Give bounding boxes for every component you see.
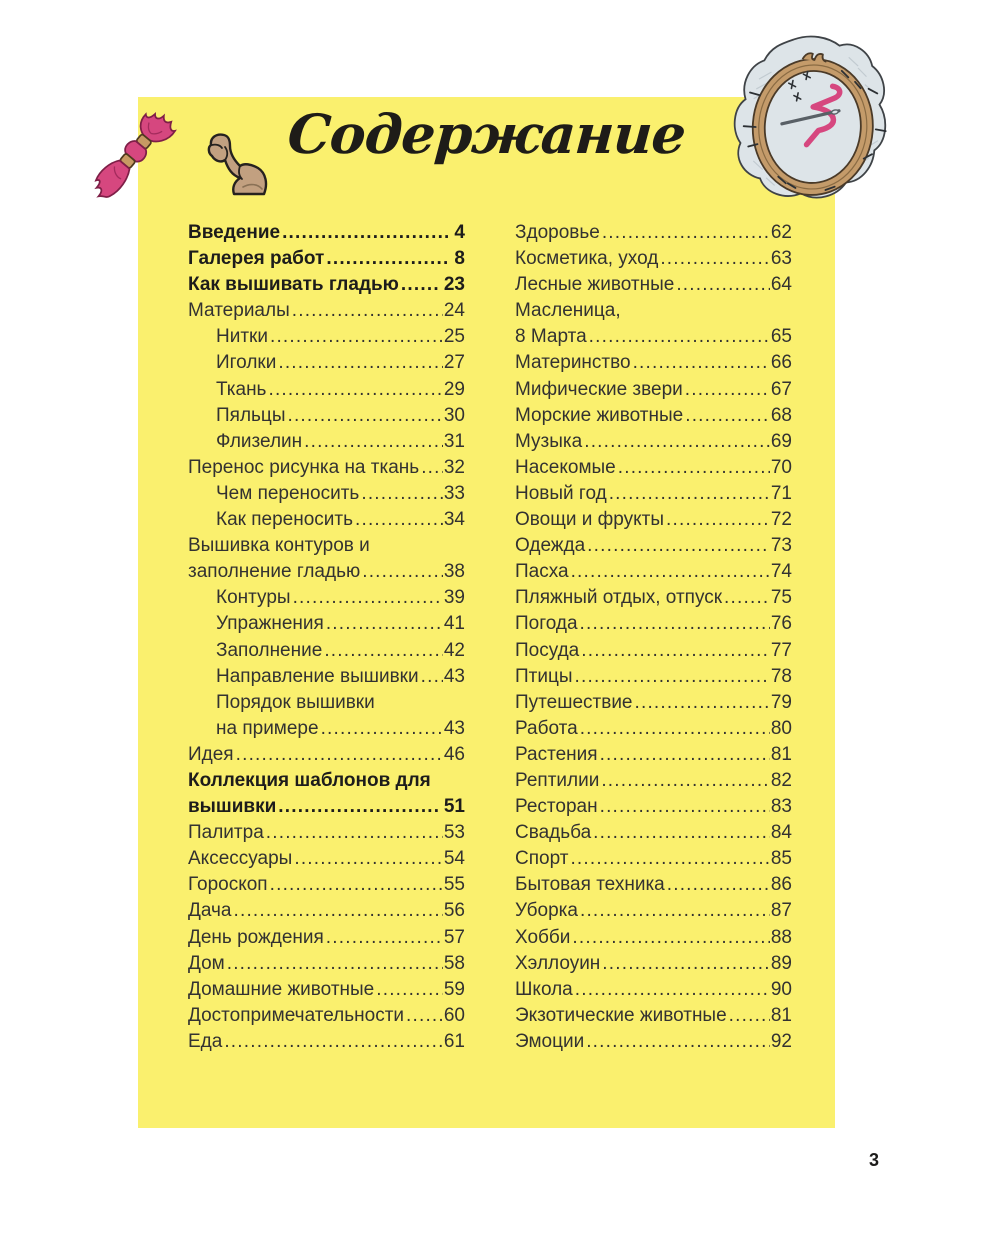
dot-leader xyxy=(324,638,443,664)
toc-entry xyxy=(188,324,465,350)
toc-entry-label: Порядок вышивки xyxy=(216,691,375,713)
toc-entry-label: Коллекция шаблонов для xyxy=(188,769,431,791)
toc-entry xyxy=(515,403,792,429)
dot-leader xyxy=(724,585,770,611)
toc-entry-page: 87 xyxy=(770,900,792,922)
toc-entry xyxy=(188,455,465,481)
toc-entry-label: Дом xyxy=(188,952,225,974)
toc-entry-page: 39 xyxy=(443,587,465,609)
toc-entry-label: Косметика, уход xyxy=(515,248,659,270)
toc-entry-label: Аксессуары xyxy=(188,848,293,870)
toc-entry xyxy=(515,925,792,951)
toc-entry-label: Перенос рисунка на ткань xyxy=(188,456,420,478)
dot-leader xyxy=(287,403,442,429)
toc-entry-page: 92 xyxy=(770,1030,792,1052)
toc-entry xyxy=(188,690,465,716)
toc-entry-label: День рождения xyxy=(188,926,324,948)
toc-entry-label: Здоровье xyxy=(515,222,600,243)
toc-entry-page: 73 xyxy=(770,535,792,557)
toc-entry xyxy=(515,559,792,585)
toc-entry-label: вышивки xyxy=(188,796,277,818)
toc-entry-label: Масленица, xyxy=(515,300,621,322)
toc-entry-label: на примере xyxy=(216,717,319,739)
toc-entry xyxy=(515,533,792,559)
page-number: 3 xyxy=(868,1150,879,1170)
toc-entry xyxy=(188,872,465,898)
dot-leader xyxy=(361,481,443,507)
toc-entry-page: 88 xyxy=(770,926,792,948)
dot-leader xyxy=(376,977,443,1003)
toc-entry xyxy=(515,350,792,376)
toc-entry-label: Иголки xyxy=(216,352,277,374)
toc-entry xyxy=(515,272,792,298)
toc-entry-label: Хэллоуин xyxy=(515,952,601,974)
toc-entry-page: 64 xyxy=(770,274,792,296)
toc-entry-page: 56 xyxy=(443,900,465,922)
dot-leader xyxy=(633,350,770,376)
toc-entry-label: Посуда xyxy=(515,639,580,661)
dot-leader xyxy=(362,559,443,585)
toc-entry-label: Мифические звери xyxy=(515,378,683,400)
toc-entry-label: Введение xyxy=(188,222,281,243)
toc-entry-page: 32 xyxy=(443,456,465,478)
dot-leader xyxy=(421,664,443,690)
toc-entry-page: 63 xyxy=(770,248,792,270)
toc-entry-label: Путешествие xyxy=(515,691,633,713)
toc-entry-page: 27 xyxy=(443,352,465,374)
dot-leader xyxy=(580,716,770,742)
dot-leader xyxy=(278,350,443,376)
toc-entry-label: Материалы xyxy=(188,300,290,322)
dot-leader xyxy=(660,246,770,272)
toc-entry xyxy=(515,246,792,272)
toc-entry-label: Домашние животные xyxy=(188,978,375,1000)
toc-entry-page: 8 xyxy=(454,248,465,270)
toc-entry-label: Дача xyxy=(188,900,232,922)
toc-entry-page: 89 xyxy=(770,952,792,974)
dot-leader xyxy=(584,429,770,455)
dot-leader xyxy=(587,533,770,559)
toc-entry xyxy=(515,611,792,637)
dot-leader xyxy=(580,611,770,637)
dot-leader xyxy=(304,429,443,455)
toc-right-column xyxy=(515,220,792,1055)
toc-entry-page: 61 xyxy=(443,1030,465,1052)
toc-entry-page: 31 xyxy=(443,430,465,452)
toc-entry-label: Насекомые xyxy=(515,456,616,478)
toc-entry-label: Контуры xyxy=(216,587,291,609)
dot-leader xyxy=(600,794,770,820)
toc-entry xyxy=(188,585,465,611)
toc-entry xyxy=(188,742,465,768)
toc-entry xyxy=(188,298,465,324)
toc-entry xyxy=(515,638,792,664)
toc-entry xyxy=(515,794,792,820)
toc-entry-page: 75 xyxy=(770,587,792,609)
toc-entry-label: Галерея работ xyxy=(188,248,325,270)
toc-entry xyxy=(515,377,792,403)
toc-entry-label: Уборка xyxy=(515,900,578,922)
dot-leader xyxy=(618,455,770,481)
toc-entry-label: Пяльцы xyxy=(216,404,286,426)
dot-leader xyxy=(586,1029,770,1055)
toc-entry-page: 85 xyxy=(770,848,792,870)
dot-leader xyxy=(609,481,770,507)
toc-entry xyxy=(515,429,792,455)
toc-entry-label: Ткань xyxy=(216,378,267,400)
dot-leader xyxy=(575,977,770,1003)
toc-entry xyxy=(188,925,465,951)
dot-leader xyxy=(421,455,443,481)
toc-entry-page: 72 xyxy=(770,509,792,531)
toc-entry xyxy=(188,377,465,403)
dot-leader xyxy=(572,925,769,951)
toc-entry xyxy=(515,585,792,611)
toc-entry-page: 66 xyxy=(770,352,792,374)
dot-leader xyxy=(667,872,770,898)
toc-entry-label: Погода xyxy=(515,613,578,635)
toc-entry xyxy=(515,220,792,246)
toc-entry xyxy=(515,455,792,481)
toc-entry-page: 68 xyxy=(770,404,792,426)
toc-entry xyxy=(188,1029,465,1055)
toc-entry xyxy=(515,507,792,533)
toc-entry-label: 8 Марта xyxy=(515,326,587,348)
toc-entry-label: Морские животные xyxy=(515,404,684,426)
toc-entry-page: 81 xyxy=(770,743,792,765)
dot-leader xyxy=(635,690,770,716)
toc-entry-label: Новый год xyxy=(515,482,607,504)
toc-entry xyxy=(188,559,465,585)
toc-entry-page: 83 xyxy=(770,796,792,818)
dot-leader xyxy=(406,1003,443,1029)
toc-entry-label: Как вышивать гладью xyxy=(188,274,399,296)
dot-leader xyxy=(282,220,448,246)
toc-entry-label: Ресторан xyxy=(515,796,598,818)
toc-entry xyxy=(515,742,792,768)
toc-entry xyxy=(515,898,792,924)
toc-entry-page: 78 xyxy=(770,665,792,687)
dot-leader xyxy=(294,846,443,872)
toc-entry-page: 24 xyxy=(443,300,465,322)
dot-leader xyxy=(600,742,770,768)
toc-entry-page: 57 xyxy=(443,926,465,948)
toc-columns xyxy=(188,220,792,1055)
toc-entry-label: Эмоции xyxy=(515,1030,585,1052)
dot-leader xyxy=(685,377,770,403)
toc-entry-label: Палитра xyxy=(188,822,264,844)
toc-entry-label: Как переносить xyxy=(216,509,353,531)
dot-leader xyxy=(666,507,770,533)
toc-entry xyxy=(188,533,465,559)
dot-leader xyxy=(729,1003,770,1029)
toc-entry xyxy=(188,794,465,820)
toc-entry xyxy=(188,977,465,1003)
dot-leader xyxy=(321,716,443,742)
toc-entry-label: Упражнения xyxy=(216,613,324,635)
toc-entry-page: 65 xyxy=(770,326,792,348)
dot-leader xyxy=(224,1029,443,1055)
toc-entry-label: Бытовая техника xyxy=(515,874,665,896)
toc-entry-page: 42 xyxy=(443,639,465,661)
toc-entry-page: 53 xyxy=(443,822,465,844)
toc-entry-page: 69 xyxy=(770,430,792,452)
toc-entry xyxy=(188,716,465,742)
toc-entry-label: Птицы xyxy=(515,665,573,687)
toc-entry xyxy=(188,220,465,246)
toc-entry xyxy=(188,611,465,637)
toc-entry xyxy=(515,820,792,846)
toc-entry xyxy=(515,324,792,350)
dot-leader xyxy=(270,872,443,898)
dot-leader xyxy=(593,820,770,846)
toc-entry-page: 81 xyxy=(770,1004,792,1026)
toc-entry xyxy=(515,977,792,1003)
toc-entry xyxy=(188,846,465,872)
toc-entry xyxy=(188,820,465,846)
toc-entry xyxy=(188,1003,465,1029)
toc-entry-page: 71 xyxy=(770,482,792,504)
toc-entry-label: Направление вышивки xyxy=(216,665,419,687)
toc-entry xyxy=(515,298,792,324)
toc-entry-label: Гороскоп xyxy=(188,874,268,896)
toc-entry-page: 43 xyxy=(443,717,465,739)
toc-entry xyxy=(188,664,465,690)
dot-leader xyxy=(602,220,770,246)
toc-entry xyxy=(515,846,792,872)
toc-entry-label: Спорт xyxy=(515,848,569,870)
toc-entry-page: 90 xyxy=(770,978,792,1000)
toc-entry-page: 41 xyxy=(443,613,465,635)
toc-entry-label: Чем переносить xyxy=(216,482,360,504)
dot-leader xyxy=(278,794,438,820)
toc-entry-page: 55 xyxy=(443,874,465,896)
dot-leader xyxy=(601,768,770,794)
dot-leader xyxy=(326,611,443,637)
toc-entry xyxy=(188,246,465,272)
toc-entry xyxy=(515,690,792,716)
toc-entry-page: 86 xyxy=(770,874,792,896)
toc-entry-label: Рептилии xyxy=(515,769,600,791)
dot-leader xyxy=(268,377,442,403)
dot-leader xyxy=(589,324,770,350)
toc-entry-label: Хобби xyxy=(515,926,571,948)
toc-entry xyxy=(188,403,465,429)
toc-entry xyxy=(188,951,465,977)
toc-entry-page: 76 xyxy=(770,613,792,635)
toc-entry xyxy=(188,898,465,924)
toc-entry xyxy=(188,507,465,533)
toc-entry-page: 70 xyxy=(770,456,792,478)
toc-entry-label: Экзотические животные xyxy=(515,1004,727,1026)
dot-leader xyxy=(227,951,443,977)
toc-entry xyxy=(188,272,465,298)
toc-entry-label: Школа xyxy=(515,978,573,1000)
toc-entry-label: Пасха xyxy=(515,561,569,583)
dot-leader xyxy=(570,846,769,872)
toc-entry-page: 51 xyxy=(443,796,465,818)
toc-entry-label: Материнство xyxy=(515,352,631,374)
toc-entry xyxy=(188,481,465,507)
toc-entry-page: 62 xyxy=(770,222,792,243)
toc-entry xyxy=(515,664,792,690)
toc-entry-page: 80 xyxy=(770,717,792,739)
toc-entry-page: 30 xyxy=(443,404,465,426)
dot-leader xyxy=(326,925,443,951)
dot-leader xyxy=(401,272,438,298)
toc-entry-label: Нитки xyxy=(216,326,268,348)
dot-leader xyxy=(233,898,442,924)
dot-leader xyxy=(676,272,770,298)
toc-entry-label: Идея xyxy=(188,743,234,765)
toc-entry-label: Достопримечательности xyxy=(188,1004,405,1026)
toc-entry xyxy=(515,1029,792,1055)
toc-entry-page: 25 xyxy=(443,326,465,348)
dot-leader xyxy=(293,585,443,611)
toc-entry-label: Вышивка контуров и xyxy=(188,535,370,557)
toc-entry-label: заполнение гладью xyxy=(188,561,361,583)
toc-entry-page: 82 xyxy=(770,769,792,791)
toc-entry-page: 29 xyxy=(443,378,465,400)
toc-entry-label: Растения xyxy=(515,743,598,765)
toc-entry-page: 84 xyxy=(770,822,792,844)
toc-entry-label: Работа xyxy=(515,717,578,739)
toc-entry-page: 34 xyxy=(443,509,465,531)
dot-leader xyxy=(270,324,443,350)
toc-entry-page: 59 xyxy=(443,978,465,1000)
toc-entry-page: 60 xyxy=(443,1004,465,1026)
toc-entry-page: 43 xyxy=(443,665,465,687)
toc-entry-label: Еда xyxy=(188,1030,223,1052)
toc-entry xyxy=(188,429,465,455)
toc-entry-page: 74 xyxy=(770,561,792,583)
dot-leader xyxy=(580,898,770,924)
dot-leader xyxy=(326,246,448,272)
toc-entry-label: Овощи и фрукты xyxy=(515,509,665,531)
dot-leader xyxy=(602,951,770,977)
toc-entry xyxy=(515,716,792,742)
toc-entry-label: Заполнение xyxy=(216,639,323,661)
toc-entry-page: 77 xyxy=(770,639,792,661)
toc-entry-label: Свадьба xyxy=(515,822,592,844)
dot-leader xyxy=(236,742,443,768)
toc-entry-page: 67 xyxy=(770,378,792,400)
toc-left-column xyxy=(188,220,465,1055)
toc-entry xyxy=(515,872,792,898)
toc-entry-page: 79 xyxy=(770,691,792,713)
toc-entry xyxy=(515,481,792,507)
dot-leader xyxy=(266,820,443,846)
toc-entry-label: Флизелин xyxy=(216,430,303,452)
toc-entry xyxy=(188,638,465,664)
toc-entry xyxy=(515,1003,792,1029)
toc-entry-label: Пляжный отдых, отпуск xyxy=(515,587,723,609)
toc-entry xyxy=(515,951,792,977)
dot-leader xyxy=(571,559,770,585)
toc-entry-label: Одежда xyxy=(515,535,586,557)
dot-leader xyxy=(685,403,770,429)
dot-leader xyxy=(292,298,443,324)
toc-entry xyxy=(188,350,465,376)
toc-entry-label: Музыка xyxy=(515,430,583,452)
dot-leader xyxy=(355,507,443,533)
toc-entry xyxy=(515,768,792,794)
toc-entry-page: 4 xyxy=(454,222,465,243)
toc-entry-page: 23 xyxy=(443,274,465,296)
toc-entry-page: 38 xyxy=(443,561,465,583)
page-title: Содержание xyxy=(285,102,688,166)
dot-leader xyxy=(575,664,770,690)
toc-entry xyxy=(188,768,465,794)
dot-leader xyxy=(581,638,770,664)
toc-entry-label: Лесные животные xyxy=(515,274,675,296)
toc-entry-page: 58 xyxy=(443,952,465,974)
toc-entry-page: 33 xyxy=(443,482,465,504)
toc-entry-page: 46 xyxy=(443,743,465,765)
toc-entry-page: 54 xyxy=(443,848,465,870)
